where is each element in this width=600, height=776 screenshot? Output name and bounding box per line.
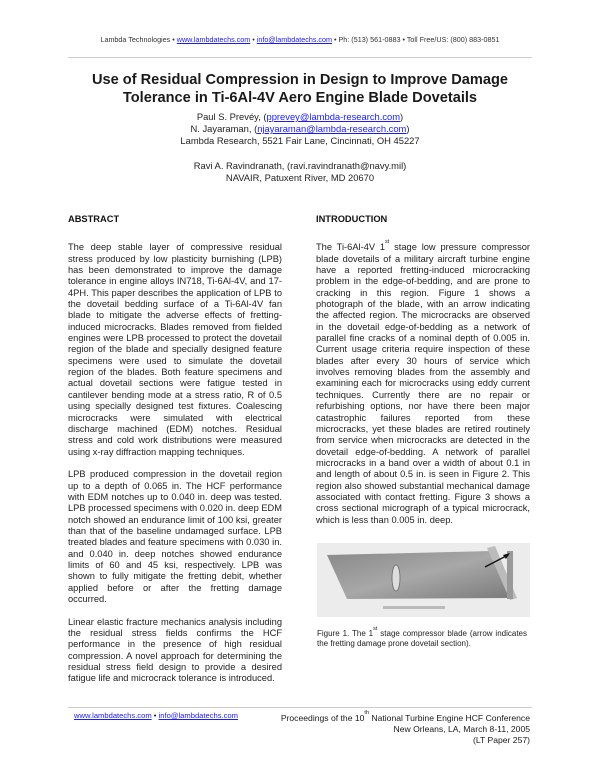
author-name: Ravi A. Ravindranath, (ravi.ravindranath@navy.mil) — [193, 159, 407, 171]
superscript: st — [385, 239, 390, 246]
phone: Ph: (513) 561-0883 — [338, 35, 401, 44]
page-header: Lambda Technologies • www.lambdatechs.com • info@lambdatechs.com • Ph: (513) 561-0883 • Toll Free/US: (800) 883-0851 — [100, 35, 500, 44]
footer-rule — [68, 707, 532, 708]
title-line: Use of Residual Compression in Design to Improve Damage — [91, 72, 508, 88]
title-line: Tolerance in Ti-6Al-4V Aero Engine Blade Dovetails — [122, 89, 478, 106]
abstract-section — [68, 214, 282, 696]
footer-website-link[interactable]: www.lambdatechs.com — [74, 711, 152, 720]
paren: ) — [400, 111, 404, 122]
text: National Turbine Engine HCF Conference — [369, 713, 530, 723]
introduction-heading: INTRODUCTION — [316, 214, 388, 224]
abstract-paragraph: LPB produced compression in the dovetail region up to a depth of 0.065 in. The HCF performance with EDM notches up to 0.040 in. deep was tested. LPB processed specimens with 0.020 in. deep EDM notch showed an endurance limit of 100 ksi, greater than that of the baseline undamaged surface. LPB treated blades and feature specimens with 0.030 in. and 0.040 in. deep notches showed endurance limits of 60 and 45 ksi, respectively. LPB was shown to fully mitigate the fretting debit, whether applied before or after the fretting damage occurred. — [68, 469, 282, 604]
company-name: Lambda Technologies — [100, 35, 171, 44]
abstract-paragraph: The deep stable layer of compressive residual stress produced by low plasticity burnishing (LPB) has been demonstrated to improve the damage tolerance in engine alloys IN718, Ti-6Al-4V, and 17-4PH. This paper describes the application of LPB to the dovetail bedding surface of a Ti-6Al-4V fan blade to mitigate the adverse effects of fretting-induced microcracks. Blades removed from fielded engines were LPB processed to protect the dovetail region of the blade and specially designed feature specimens were used to simulate the dovetail region of the blades. Both feature specimens and actual dovetail sections were fatigue tested in cantilever bending mode at a stress ratio, R of 0.5 using specially designed test fixtures. Coalescing microcracks were simulated with electrical discharge machined (EDM) notches. Residual stress and cold work distributions were measured using x-ray diffraction mapping techniques. — [68, 242, 282, 457]
footer-links: www.lambdatechs.com • info@lambdatechs.com — [74, 711, 239, 720]
text: stage low pressure compressor blade dovetails of a military aircraft turbine engine have a reported fretting-induced microcracking problem in the edge-of-bedding, and are prone to cracking in this region. Figure 1 shows a photograph of the blade, with an arrow indicating the affected region. The microcracks are observed in the dovetail edge-of-bedding as a network of parallel fine cracks of a nominal depth of 0.005 in. Current usage criteria require inspection of these blades after every 30 hours of service which involves removing blades from the assembly and examining each for microcracks using eddy current techniques. Currently there are no repair or refurbishing options, nor have there been major catastrophic failures reported from these microcracks, yet these blades are retired routinely from service when microcracks are detected in the dovetail edge-of-bedding. A network of parallel microcracks in a band over a width of about 0.1 in and length of about 0.5 in. is seen in Figure 2. This region also showed substantial mechanical damage associated with contact fretting. Figure 3 shows a cross sectional micrograph of a typical microcrack, which is less than 0.005 in. deep. — [316, 242, 530, 525]
author-email-link[interactable]: pprevey@lambda-research.com — [266, 111, 401, 122]
abstract-heading: ABSTRACT — [68, 214, 120, 224]
introduction-section — [316, 214, 530, 649]
superscript: st — [373, 625, 378, 632]
paren: ) — [406, 123, 410, 135]
email-link[interactable]: info@lambdatechs.com — [256, 35, 332, 44]
footer-proceedings — [280, 710, 530, 746]
header-rule — [68, 57, 532, 58]
text: stage compressor blade (arrow indicates the fretting damage prone dovetail section). — [317, 628, 527, 648]
author-name: N. Jayaraman, ( — [190, 123, 258, 135]
figure-1-caption — [317, 625, 527, 649]
paper-number: (LT Paper 257) — [472, 735, 530, 745]
abstract-paragraph: Linear elastic fracture mechanics analysis including the residual stress fields confirms the HCF performance in the presence of high residual compression. A novel approach for determining the residual stress field design to provide a desired fatigue life and microcrack tolerance is introduced. — [68, 616, 282, 684]
paper-title — [0, 72, 600, 107]
conference-location: New Orleans, LA, March 8-11, 2005 — [393, 724, 530, 734]
authors-block — [0, 111, 600, 184]
footer-email-link[interactable]: info@lambdatechs.com — [158, 711, 239, 720]
author-email-link[interactable]: njayaraman@lambda-research.com — [257, 123, 407, 135]
website-link[interactable]: www.lambdatechs.com — [176, 35, 251, 44]
figure-1-blade-photo — [317, 543, 530, 617]
toll-free: Toll Free/US: (800) 883-0851 — [406, 35, 500, 44]
superscript: th — [364, 710, 370, 716]
affiliation: NAVAIR, Patuxent River, MD 20670 — [225, 171, 375, 183]
author-name: Paul S. Prevéy, ( — [196, 111, 267, 122]
text: Proceedings of the 10 — [280, 713, 365, 723]
text: Figure 1. The 1 — [317, 628, 374, 638]
text: The Ti-6Al-4V 1 — [316, 242, 386, 253]
affiliation: Lambda Research, 5521 Fair Lane, Cincinnati, OH 45227 — [180, 135, 420, 147]
introduction-paragraph — [316, 239, 530, 526]
